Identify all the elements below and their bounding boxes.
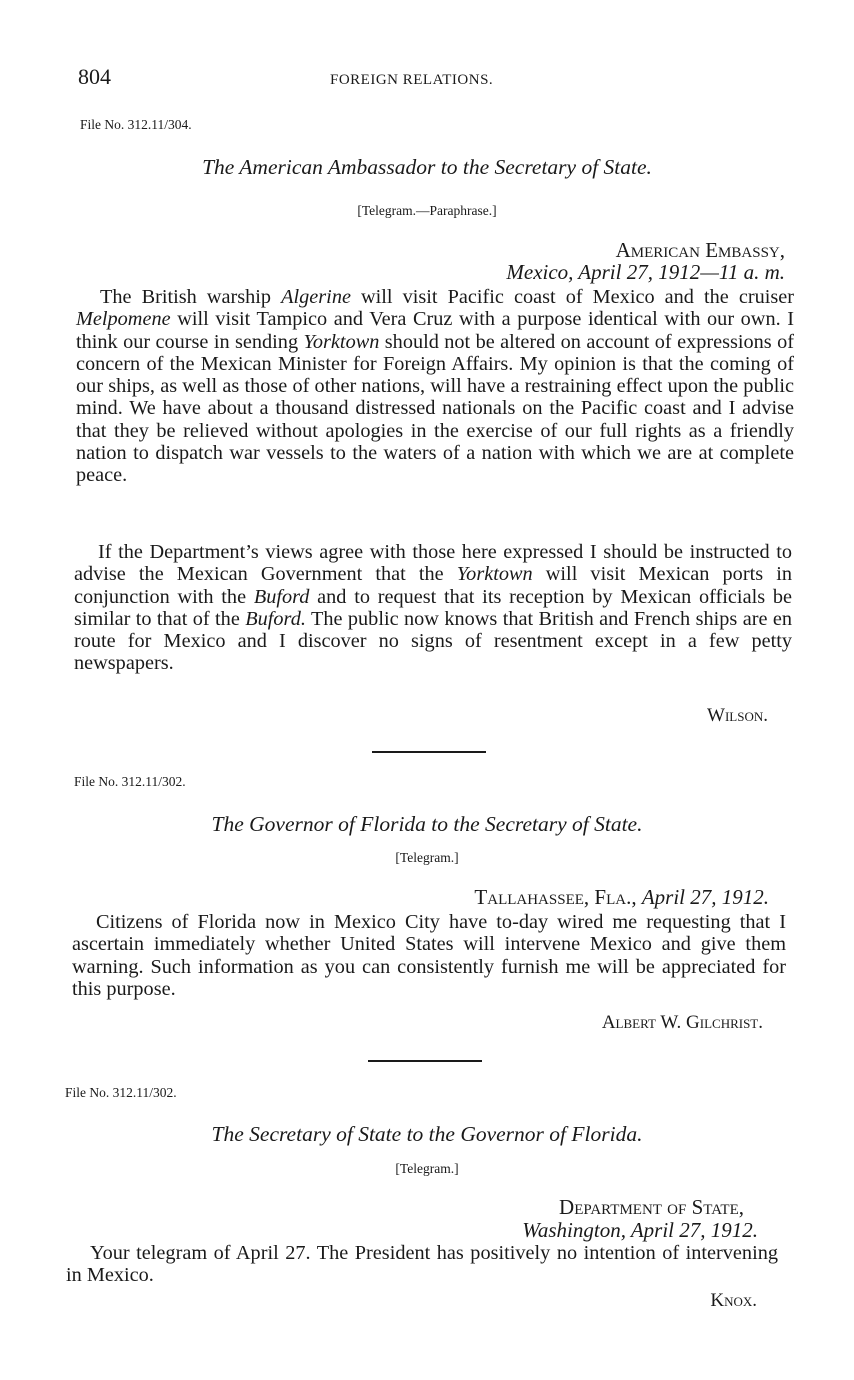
- body-paragraph-3: Citizens of Florida now in Mexico City have to-day wired me requesting that I ascertain immediately whether United States will intervene Mexico and give them warning. Such information as you can consistently furnish me will be appreciated for this purpose.: [72, 911, 786, 1000]
- place-line-3: Department of State,: [559, 1195, 744, 1219]
- body-paragraph-2: If the Department’s views agree with those here expressed I should be instructed to advise the Mexican Government that the Yorktown will visit Mexican ports in conjunction with the Buford and to request that its reception by Mexican officials be similar to that of the Buford. The public now knows that British and French ships are en route for Mexico and I discover no signs of resentment except in a few petty newspapers.: [74, 541, 792, 675]
- ship-name: Buford: [253, 585, 310, 608]
- ship-name: Buford.: [245, 607, 306, 630]
- ship-name: Melpomene: [76, 308, 171, 331]
- page-number: 804: [78, 64, 111, 89]
- telegram-note-2: [Telegram.]: [395, 850, 459, 865]
- body-paragraph-1: The British warship Algerine will visit Pacific coast of Mexico and the cruiser Melpomene will visit Tampico and Vera Cruz with a purpose identical with our own. I think our course in sending Yorktown should not be altered on account of expressions of concern of the Mexican Minister for Foreign Affairs. My opinion is that the coming of our ships, as well as those of other nations, will have a restraining effect upon the public mind. We have about a thousand distressed nationals on the Pacific coast and I advise that they be relieved without apologies in the exercise of our full rights as a friendly nation to dispatch war vessels to the waters of a nation with which we are at complete peace.: [76, 286, 794, 487]
- section-divider: [372, 751, 486, 753]
- ship-name: Algerine: [281, 286, 351, 308]
- dateline-1: Mexico, April 27, 1912—11 a. m.: [506, 260, 785, 284]
- telegram-note-3: [Telegram.]: [395, 1161, 459, 1176]
- signature-2: Albert W. Gilchrist.: [601, 1012, 763, 1033]
- place-dateline-2: Tallahassee, Fla., April 27, 1912.: [474, 885, 769, 909]
- ship-name: Yorktown: [303, 330, 380, 353]
- signature-1: Wilson.: [707, 705, 768, 726]
- file-number-1: File No. 312.11/304.: [80, 117, 192, 132]
- signature-3: Knox.: [710, 1290, 757, 1311]
- section-divider: [368, 1060, 482, 1062]
- dateline-3: Washington, April 27, 1912.: [522, 1218, 758, 1242]
- letter-heading-2: The Governor of Florida to the Secretary of State.: [211, 812, 643, 836]
- file-number-3: File No. 312.11/302.: [65, 1085, 177, 1100]
- body-paragraph-4: Your telegram of April 27. The President has positively no intention of intervening in Mexico.: [66, 1242, 778, 1287]
- telegram-note-1: [Telegram.—Paraphrase.]: [357, 203, 497, 218]
- letter-heading-1: The American Ambassador to the Secretary of State.: [202, 155, 652, 179]
- place-line-1: American Embassy,: [615, 238, 785, 262]
- ship-name: Yorktown: [456, 563, 533, 586]
- running-title: FOREIGN RELATIONS.: [330, 72, 494, 88]
- file-number-2: File No. 312.11/302.: [74, 774, 186, 789]
- letter-heading-3: The Secretary of State to the Governor of Florida.: [211, 1122, 643, 1146]
